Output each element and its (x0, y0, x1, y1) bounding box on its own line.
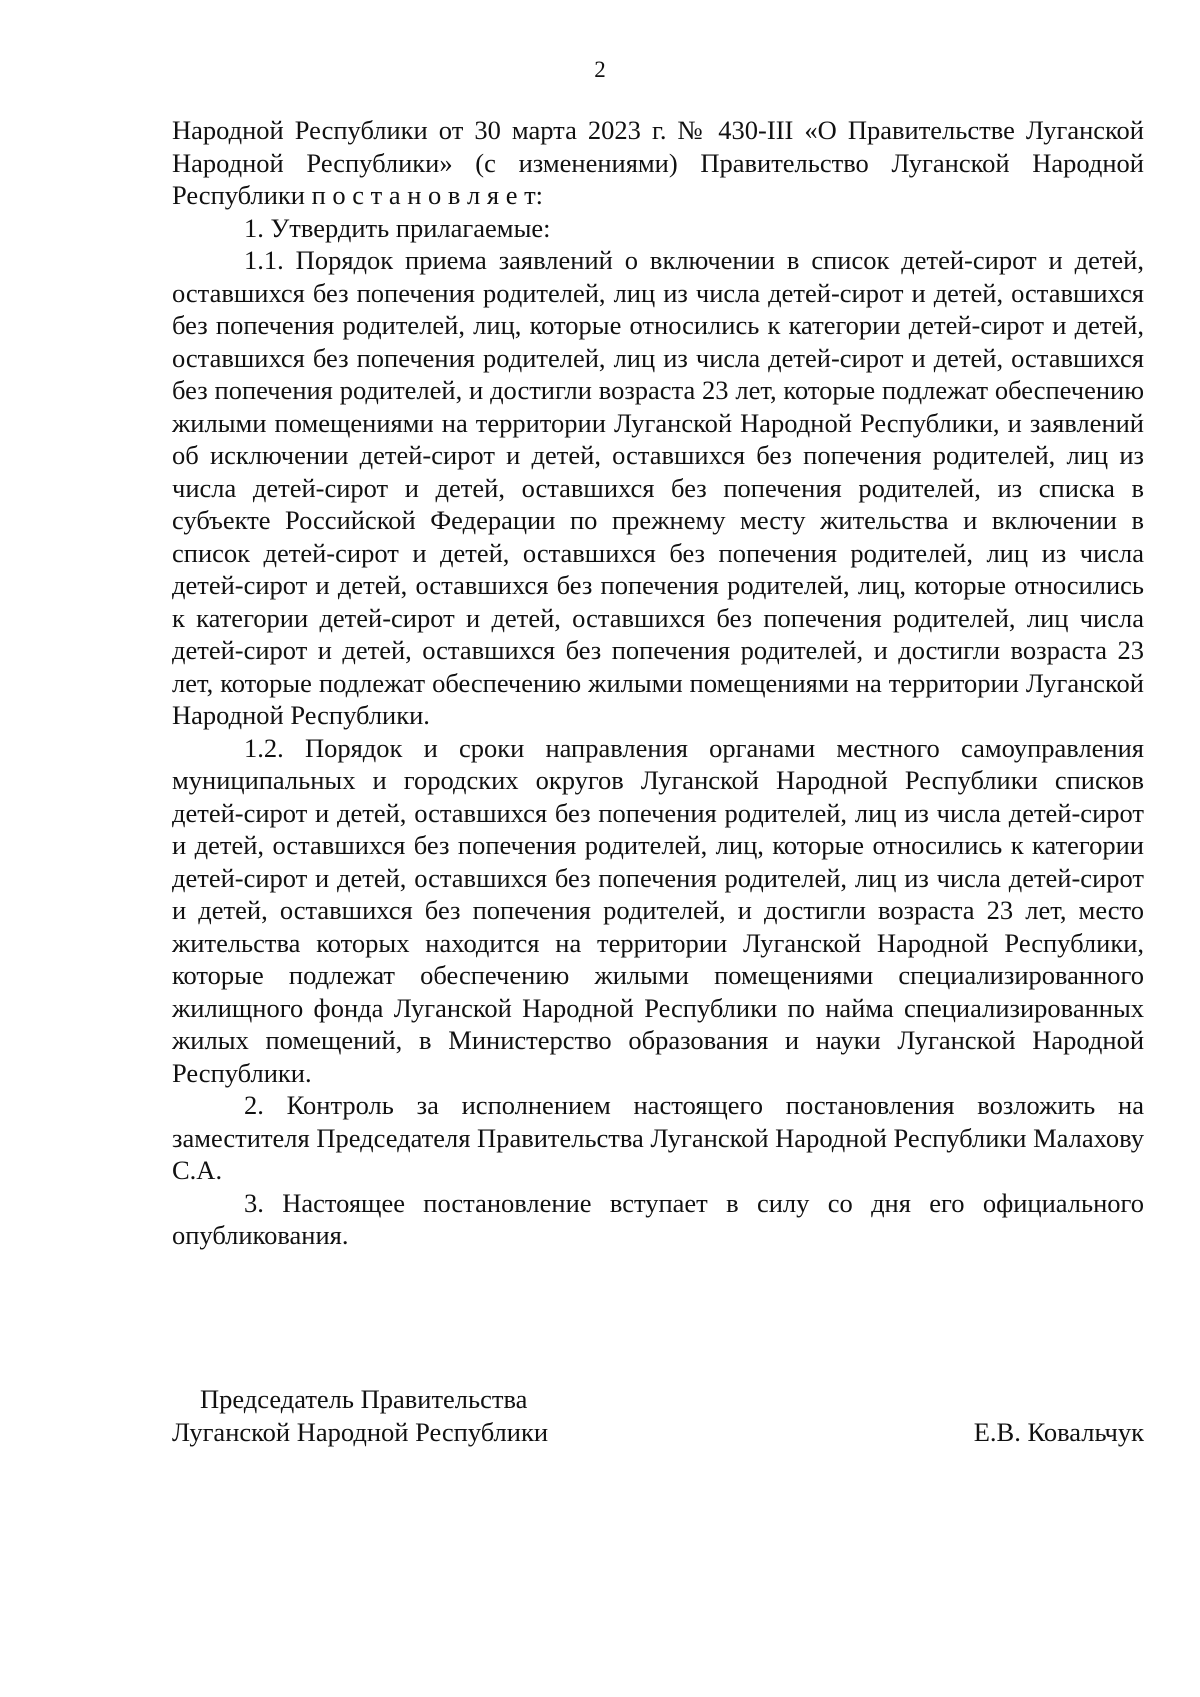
paragraph-item-1-2: 1.2. Порядок и сроки направления органами местного самоуправления муниципальных и городских округов Луганской Народной Республики списков детей-сирот и детей, оставшихся без попечения родителей, лиц из числа детей-сирот и детей, оставшихся без попечения родителей, лиц, которые относились к категории детей-сирот и детей, оставшихся без попечения родителей, лиц из числа детей-сирот и детей, оставшихся без попечения родителей, и достигли возраста 23 лет, место жительства которых находится на территории Луганской Народной Республики, которые подлежат обеспечению жилыми помещениями специализированного жилищного фонда Луганской Народной Республики по найма специализированных жилых помещений, в Министерство образования и науки Луганской Народной Республики. (172, 732, 1144, 1088)
signatory-title-line-1: Председатель Правительства (200, 1384, 528, 1414)
paragraph-item-1: 1. Утвердить прилагаемые: (244, 212, 551, 243)
paragraph-item-1-1: 1.1. Порядок приема заявлений о включении в список детей-сирот и детей, оставшихся без попечения родителей, лиц из числа детей-сирот и детей, оставшихся без попечения родителей, лиц, которые относились к категории детей-сирот и детей, оставшихся без попечения родителей, лиц из числа детей-сирот и детей, оставшихся без попечения родителей, и достигли возраста 23 лет, которые подлежат обеспечению жилыми помещениями на территории Луганской Народной Республики, и заявлений об исключении детей-сирот и детей, оставшихся без попечения родителей, лиц из числа детей-сирот и детей, оставшихся без попечения родителей, из списка в субъекте Российской Федерации по прежнему месту жительства и включении в список детей-сирот и детей, оставшихся без попечения родителей, лиц из числа детей-сирот и детей, оставшихся без попечения родителей, лиц, которые относились к категории детей-сирот и детей, оставшихся без попечения родителей, лиц числа детей-сирот и детей, оставшихся без попечения родителей, и достигли возраста 23 лет, которые подлежат обеспечению жилыми помещениями на территории Луганской Народной Республики. (172, 245, 1144, 730)
signatory-title-line-2: Луганской Народной Республики (172, 1416, 549, 1447)
paragraph-preamble-continuation: Народной Республики от 30 марта 2023 г. № 430-III «О Правительстве Луганской Народной Республики» (с изменениями) Правительство Луганской Народной Республики п о с т а н о в л я е т: (172, 115, 1144, 210)
signatory-title (172, 1383, 548, 1448)
signatory-name: Е.В. Ковальчук (973, 1416, 1144, 1447)
paragraph-item-3: 3. Настоящее постановление вступает в силу со дня его официального опубликования. (172, 1187, 1144, 1250)
signature-block (172, 1383, 1144, 1448)
document-body (172, 114, 1144, 1252)
paragraph-item-2: 2. Контроль за исполнением настоящего постановления возложить на заместителя Председателя Правительства Луганской Народной Республики Малахову С.А. (172, 1090, 1144, 1185)
page-number: 2 (594, 57, 606, 82)
